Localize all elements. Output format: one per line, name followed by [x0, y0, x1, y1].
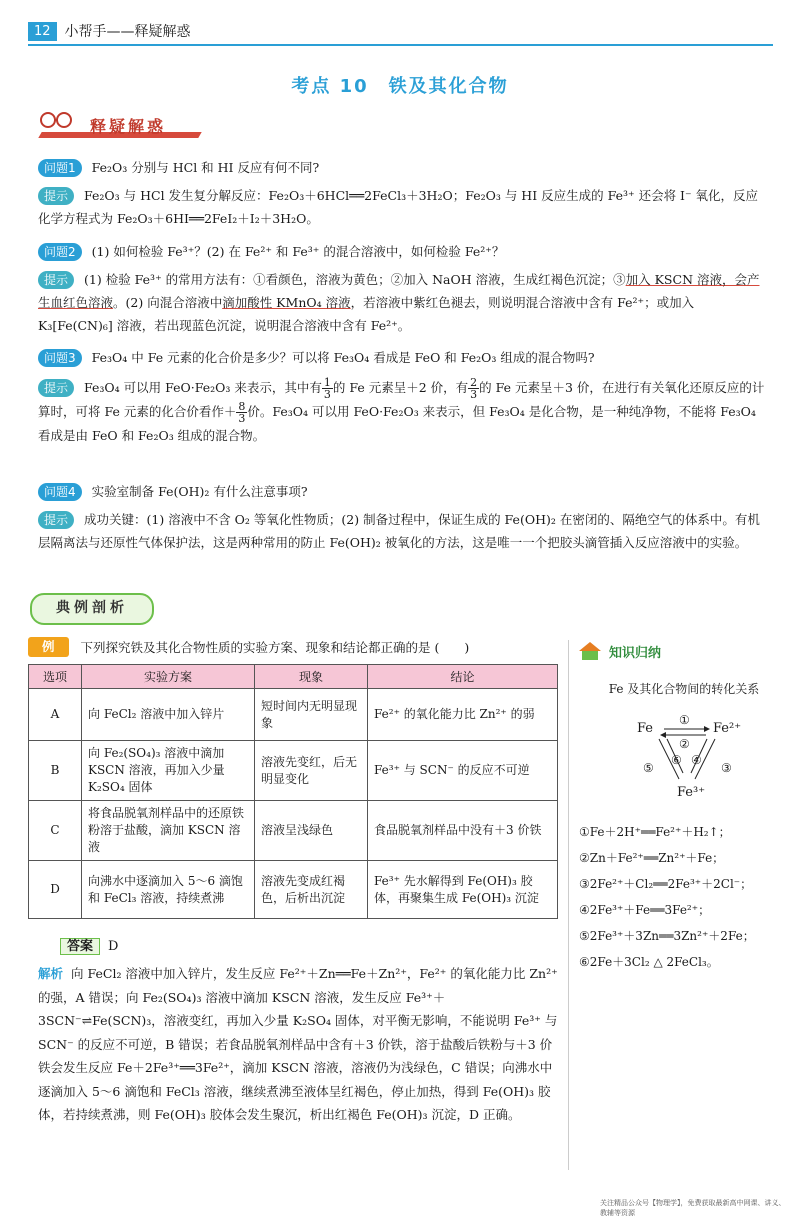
table-cell: Fe³⁺ 先水解得到 Fe(OH)₃ 胶体，再聚集生成 Fe(OH)₃ 沉淀 — [368, 861, 558, 919]
arrow-label: ① — [679, 713, 690, 727]
header-title: 小帮手——释疑解惑 — [64, 24, 191, 40]
table-cell: 将食品脱氧剂样品中的还原铁粉溶于盐酸，滴加 KSCN 溶液 — [82, 801, 255, 861]
knowledge-sidebar — [568, 640, 789, 1170]
table-cell: 短时间内无明显现象 — [255, 689, 368, 741]
node-fe3: Fe³⁺ — [677, 785, 706, 800]
analysis — [38, 962, 558, 1127]
hint-tag: 提示 — [38, 379, 74, 397]
hint-3: 提示 Fe₃O₄ 可以用 FeO·Fe₂O₃ 来表示，其中有 $\frac{1}{3}$ 的 Fe 元素呈＋2 价，有 $\frac{2}{3}$ 的 Fe 元素呈＋3 价，在进行有关氧化还原反应的计算时，可将 Fe 元素的化合价看作＋ $\frac{8}{3}$ 价。Fe₃O₄ 可以用 FeO·Fe₂O₃ 来表示，但 Fe₃O₄ 是化合物，是一种纯净物，不能将 Fe₃O₄ 看成是由 FeO 和 Fe₂O₃ 组成的混合物。 — [38, 376, 765, 443]
example-question: 下列探究铁及其化合物性质的实验方案、现象和结论都正确的是 ( ) — [80, 640, 470, 655]
hint-text: (1) 检验 Fe³⁺ 的常用方法有：①看颜色，溶液为黄色；②加入 NaOH 溶液，生成红褐色沉淀；③ — [84, 272, 626, 287]
table-cell: 溶液先变红，后无明显变化 — [255, 741, 368, 801]
question-4 — [38, 480, 768, 503]
table-cell: Fe²⁺ 的氧化能力比 Zn²⁺ 的弱 — [368, 689, 558, 741]
sidebar-header — [577, 640, 789, 662]
reaction-item: ③2Fe²⁺＋Cl₂══2Fe³⁺＋2Cl⁻； — [579, 877, 753, 891]
section-title: 释疑解惑 — [90, 117, 167, 136]
example-header — [28, 636, 558, 658]
example-table — [28, 664, 558, 919]
example-box — [28, 636, 558, 931]
topic-title: 考点 10 铁及其化合物 — [291, 76, 509, 97]
hint-underline: 加入 KSCN 溶液，会产生血红色溶液 — [38, 272, 760, 310]
example-tag: 例 — [28, 637, 69, 657]
hint-tag: 提示 — [38, 271, 74, 289]
answer-label: 答案 — [60, 938, 100, 955]
arrow-label: ⑥ — [671, 753, 682, 767]
hint-underline: 滴加酸性 KMnO₄ 溶液 — [222, 295, 351, 310]
table-cell: D — [29, 861, 82, 919]
hint-1 — [38, 184, 768, 230]
reaction-item: ④2Fe³⁺＋Fe══3Fe²⁺； — [579, 903, 711, 917]
table-row — [29, 689, 558, 741]
table-header: 选项 — [29, 665, 82, 689]
hint-tag: 提示 — [38, 187, 74, 205]
answer — [60, 935, 118, 954]
question-text: 实验室制备 Fe(OH)₂ 有什么注意事项? — [91, 484, 308, 499]
hint-2 — [38, 268, 768, 337]
question-text: (1) 如何检验 Fe³⁺？(2) 在 Fe²⁺ 和 Fe³⁺ 的混合溶液中，如何检验 Fe²⁺？ — [91, 244, 505, 259]
question-tag: 问题1 — [38, 159, 82, 177]
table-cell: Fe³⁺ 与 SCN⁻ 的反应不可逆 — [368, 741, 558, 801]
page-header — [28, 18, 773, 46]
table-header: 结论 — [368, 665, 558, 689]
hint-text: Fe₂O₃ 与 HCl 发生复分解反应：Fe₂O₃＋6HCl══2FeCl₃＋3H₂O；Fe₂O₃ 与 HI 反应生成的 Fe³⁺ 还会将 I⁻ 氧化，反应化学方程式为 Fe₂O₃＋6HI══2FeI₂＋I₂＋3H₂O。 — [38, 188, 759, 226]
hint-text: 。(2) 向混合溶液中 — [113, 295, 223, 310]
table-header: 实验方案 — [82, 665, 255, 689]
analysis-text: 向 FeCl₂ 溶液中加入锌片，发生反应 Fe²⁺＋Zn══Fe＋Zn²⁺，Fe²⁺ 的氧化能力比 Zn²⁺ 的强，A 错误；向 Fe₂(SO₄)₃ 溶液中滴加 KSCN 溶液，发生反应 Fe³⁺＋3SCN⁻⇌Fe(SCN)₃，溶液变红，再加入少量 K₂SO₄ 固体，对平衡无影响，不能说明 Fe³⁺ 与 SCN⁻ 的反应不可逆，B 错误；若食品脱氧剂样品中含有＋3 价铁，溶于盐酸后铁粉与＋3 价铁会发生反应 Fe＋2Fe³⁺══3Fe²⁺，滴加 KSCN 溶液，溶液仍为浅绿色，C 错误；向沸水中逐滴加入 5～6 滴饱和 FeCl₃ 溶液，继续煮沸至液体呈红褐色，停止加热，得到 Fe(OH)₃ 胶体，若持续煮沸，则 Fe(OH)₃ 胶体会发生聚沉，析出红褐色 Fe(OH)₃ 沉淀，D 正确。 — [38, 966, 558, 1122]
arrow-label: ② — [679, 737, 690, 751]
hint-4 — [38, 508, 768, 554]
table-header-row — [29, 665, 558, 689]
arrow-label: ⑤ — [643, 761, 654, 775]
house-icon — [577, 640, 603, 662]
question-text: Fe₂O₃ 分别与 HCl 和 HI 反应有何不同? — [91, 160, 320, 175]
table-cell: A — [29, 689, 82, 741]
question-3 — [38, 346, 768, 369]
answer-value: D — [108, 939, 119, 954]
table-cell: 向 Fe₂(SO₄)₃ 溶液中滴加 KSCN 溶液，再加入少量 K₂SO₄ 固体 — [82, 741, 255, 801]
table-row — [29, 741, 558, 801]
reaction-item: ⑤2Fe³⁺＋3Zn══3Zn²⁺＋2Fe； — [579, 929, 755, 943]
arrow-label: ③ — [721, 761, 732, 775]
table-cell: 向沸水中逐滴加入 5～6 滴饱和 FeCl₃ 溶液，持续煮沸 — [82, 861, 255, 919]
fraction: $\frac{8}{3}$ — [238, 400, 246, 425]
question-text: Fe₃O₄ 中 Fe 元素的化合价是多少？可以将 Fe₃O₄ 看成是 FeO 和 Fe₂O₃ 组成的混合物吗? — [91, 350, 595, 365]
question-tag: 问题3 — [38, 349, 82, 367]
table-row — [29, 801, 558, 861]
question-tag: 问题2 — [38, 243, 82, 261]
node-fe: Fe — [637, 721, 654, 736]
table-cell: 溶液先变成红褐色，后析出沉淀 — [255, 861, 368, 919]
table-cell: 溶液呈浅绿色 — [255, 801, 368, 861]
hint-text: 成功关键：(1) 溶液中不含 O₂ 等氧化性物质；(2) 制备过程中，保证生成的 Fe(OH)₂ 在密闭的、隔绝空气的体系中。有机层隔离法与还原性气体保护法，这是两种常用的防止 Fe(OH)₂ 被氧化的方法，这是唯一一个把胶头滴管插入反应溶液中的实验。 — [38, 512, 760, 550]
reaction-list — [579, 819, 789, 975]
table-cell: 向 FeCl₂ 溶液中加入锌片 — [82, 689, 255, 741]
section-banner-explain — [30, 106, 200, 142]
sidebar-subtitle: Fe 及其化合物间的转化关系 — [608, 682, 760, 696]
question-tag: 问题4 — [38, 483, 82, 501]
question-2 — [38, 240, 768, 263]
fraction: $\frac{1}{3}$ — [323, 376, 331, 401]
node-fe2: Fe²⁺ — [713, 721, 742, 736]
table-header: 现象 — [255, 665, 368, 689]
table-row — [29, 861, 558, 919]
section-banner-example: 典例剖析 — [30, 593, 154, 625]
arrow-label: ④ — [691, 753, 702, 767]
conversion-diagram — [579, 707, 769, 807]
fraction: $\frac{2}{3}$ — [470, 376, 478, 401]
table-cell: C — [29, 801, 82, 861]
analysis-label: 解析 — [38, 966, 64, 981]
sidebar-title: 知识归纳 — [609, 645, 662, 661]
page-number: 12 — [28, 22, 57, 41]
reaction-item: ⑥2Fe＋3Cl₂ △ 2FeCl₃。 — [579, 955, 719, 969]
table-cell: B — [29, 741, 82, 801]
reaction-item: ①Fe＋2H⁺══Fe²⁺＋H₂↑； — [579, 825, 731, 839]
question-1 — [38, 156, 768, 179]
footer-note: 关注精品公众号【物理学】，免费获取最新高中网课、讲义、教辅等资源 — [600, 1199, 786, 1217]
hint-text: ，若溶液中紫红色褪去，则说明混合溶液中含有 Fe²⁺；或加入 K₃[Fe(CN)₆] 溶液，若出现蓝色沉淀，说明混合溶液中含有 Fe²⁺。 — [38, 295, 695, 333]
table-cell: 食品脱氧剂样品中没有＋3 价铁 — [368, 801, 558, 861]
reaction-item: ②Zn＋Fe²⁺══Zn²⁺＋Fe； — [579, 851, 725, 865]
hint-tag: 提示 — [38, 511, 74, 529]
